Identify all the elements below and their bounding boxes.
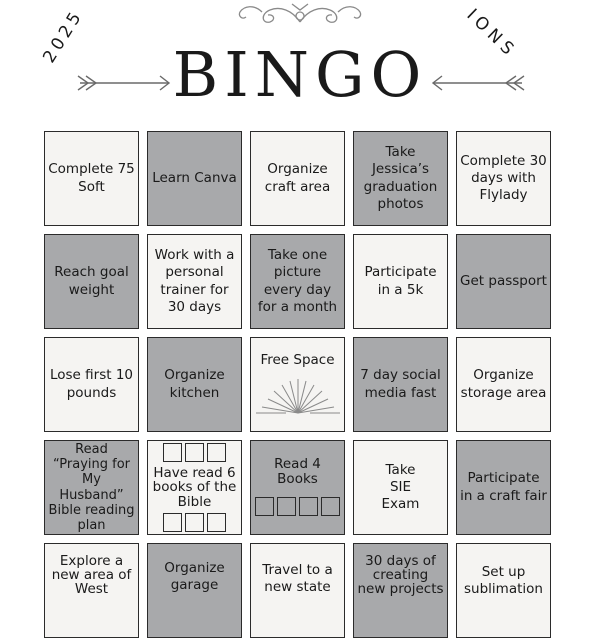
- bingo-cell[interactable]: Complete 30 days with Flylady: [456, 131, 551, 226]
- bingo-cell[interactable]: Reach goal weight: [44, 234, 139, 329]
- bingo-cell[interactable]: Read 4 Books: [250, 440, 345, 535]
- bingo-cell[interactable]: Lose first 10 pounds: [44, 337, 139, 432]
- progress-boxes-bottom: [163, 513, 226, 532]
- bingo-cell[interactable]: Travel to a new state: [250, 543, 345, 638]
- flourish-ornament-icon: [232, 0, 368, 28]
- bingo-cell[interactable]: Explore a new area of West: [44, 543, 139, 638]
- bingo-cell[interactable]: Learn Canva: [147, 131, 242, 226]
- bingo-title: BINGO: [172, 38, 428, 111]
- bingo-cell[interactable]: Organize kitchen: [147, 337, 242, 432]
- bingo-cell[interactable]: Read “Praying for My Husband” Bible reading plan: [44, 440, 139, 535]
- bingo-cell[interactable]: Take one picture every day for a month: [250, 234, 345, 329]
- bingo-cell[interactable]: 7 day social media fast: [353, 337, 448, 432]
- bingo-cell[interactable]: Participate in a 5k: [353, 234, 448, 329]
- subtitle-fragment-text: IONS: [462, 5, 521, 63]
- bingo-cell[interactable]: Have read 6 books of the Bible: [147, 440, 242, 535]
- bingo-cell[interactable]: Set up sublimation: [456, 543, 551, 638]
- sunburst-icon: [256, 373, 340, 419]
- free-space-cell[interactable]: Free Space: [250, 337, 345, 432]
- bingo-cell[interactable]: 30 days of creating new projects: [353, 543, 448, 638]
- bingo-cell[interactable]: Complete 75 Soft: [44, 131, 139, 226]
- bingo-cell[interactable]: Take SIE Exam: [353, 440, 448, 535]
- year-text: 2025: [39, 5, 88, 67]
- bingo-cell[interactable]: Organize craft area: [250, 131, 345, 226]
- progress-boxes-top: [163, 443, 226, 462]
- bingo-cell[interactable]: Take Jessica’s graduation photos: [353, 131, 448, 226]
- bingo-cell[interactable]: Organize storage area: [456, 337, 551, 432]
- bingo-cell[interactable]: Organize garage: [147, 543, 242, 638]
- bingo-cell[interactable]: Get passport: [456, 234, 551, 329]
- bingo-cell[interactable]: Work with a personal trainer for 30 days: [147, 234, 242, 329]
- bingo-cell[interactable]: Participate in a craft fair: [456, 440, 551, 535]
- progress-boxes: [255, 497, 340, 516]
